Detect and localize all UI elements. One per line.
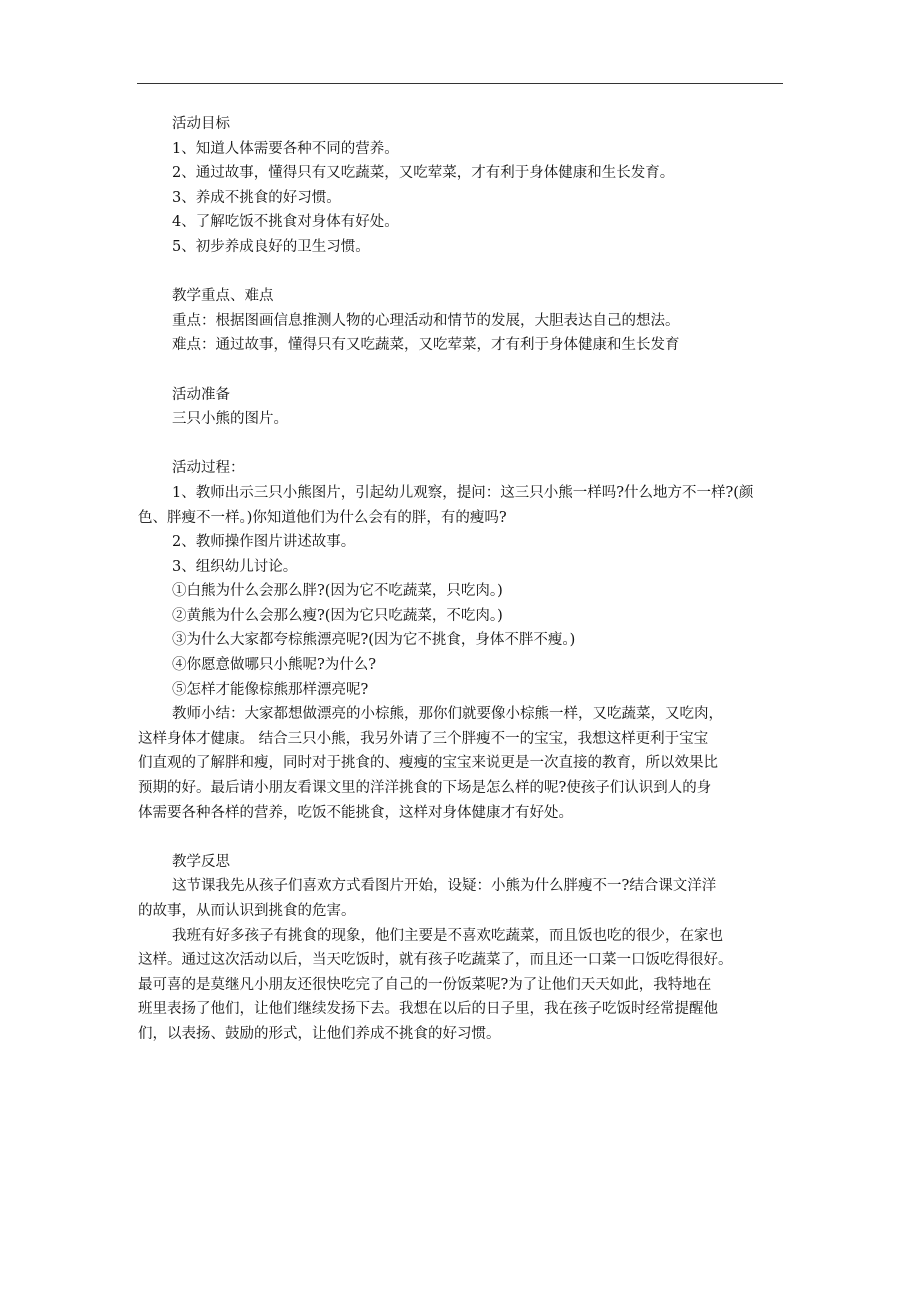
preparation-item: 三只小熊的图片。 [172,411,288,428]
teacher-summary-line: 们直观的了解胖和瘦，同时对于挑食的、瘦瘦的宝宝来说更是一次直接的教育，所以效果比 [138,755,718,772]
goal-item: 1、知道人体需要各种不同的营养。 [172,140,399,157]
process-line: 色、胖瘦不一样。)你知道他们为什么会有的胖，有的瘦吗? [138,509,507,526]
header-rule [137,83,783,84]
reflection-line: 这样。通过这次活动以后，当天吃饭时，就有孩子吃蔬菜了，而且还一口菜一口饭吃得很好。 [138,952,733,969]
key-points-heading: 教学重点、难点 [172,288,274,305]
section-gap [172,825,792,850]
reflection-line: 班里表扬了他们，让他们继续发扬下去。我想在以后的日子里，我在孩子吃饭时经常提醒他 [138,1001,718,1018]
reflection-line: 的故事，从而认识到挑食的危害。 [138,903,356,919]
process-line: 1、教师出示三只小熊图片，引起幼儿观察，提问：这三只小熊一样吗?什么地方不一样?(颜 [172,484,754,501]
discussion-question: ③为什么大家都夸棕熊漂亮呢?(因为它不挑食，身体不胖不瘦。) [172,632,576,649]
teacher-summary-line: 教师小结：大家都想做漂亮的小棕熊，那你们就要像小棕熊一样，又吃蔬菜，又吃肉， [172,706,723,723]
goal-item: 2、通过故事，懂得只有又吃蔬菜，又吃荤菜，才有利于身体健康和生长发育。 [172,165,675,182]
goal-item: 3、养成不挑食的好习惯。 [172,189,341,206]
goal-item: 4、了解吃饭不挑食对身体有好处。 [172,214,399,231]
reflection-line: 们，以表扬、鼓励的形式，让他们养成不挑食的好习惯。 [138,1025,501,1042]
process-line: 3、组织幼儿讨论。 [172,558,298,575]
discussion-question: ②黄熊为什么会那么瘦?(因为它只吃蔬菜，不吃肉。) [172,607,503,624]
preparation-heading: 活动准备 [172,386,230,403]
process-heading: 活动过程： [172,460,245,477]
difficult-point-item: 难点：通过故事，懂得只有又吃蔬菜，又吃荤菜，才有利于身体健康和生长发育 [172,337,680,354]
goals-heading: 活动目标 [172,116,230,132]
discussion-question: ④你愿意做哪只小熊呢?为什么? [172,657,377,674]
section-gap [172,432,792,457]
discussion-question: ⑤怎样才能像棕熊那样漂亮呢? [172,681,369,698]
section-gap [172,260,792,285]
document-body [138,112,792,1047]
teacher-summary-line: 预期的好。最后请小朋友看课文里的洋洋挑食的下场是怎么样的呢?使孩子们认识到人的身 [138,780,712,797]
reflection-line: 我班有好多孩子有挑食的现象，他们主要是不喜欢吃蔬菜，而且饭也吃的很少，在家也 [172,927,723,944]
teacher-summary-line: 体需要各种各样的营养，吃饭不能挑食，这样对身体健康才有好处。 [138,804,573,821]
key-point-item: 重点：根据图画信息推测人物的心理活动和情节的发展，大胆表达自己的想法。 [172,312,680,329]
process-line: 2、教师操作图片讲述故事。 [172,534,356,551]
discussion-question: ①白熊为什么会那么胖?(因为它不吃蔬菜，只吃肉。) [172,583,503,600]
goal-item: 5、初步养成良好的卫生习惯。 [172,238,370,255]
teacher-summary-line: 这样身体才健康。 结合三只小熊，我另外请了三个胖瘦不一的宝宝，我想这样更利于宝宝 [138,730,709,747]
section-gap [172,358,792,383]
reflection-line: 最可喜的是莫继凡小朋友还很快吃完了自己的一份饭菜呢?为了让他们天天如此，我特地在 [138,976,712,993]
reflection-line: 这节课我先从孩子们喜欢方式看图片开始，设疑：小熊为什么胖瘦不一?结合课文洋洋 [172,878,717,895]
reflection-heading: 教学反思 [172,853,230,870]
